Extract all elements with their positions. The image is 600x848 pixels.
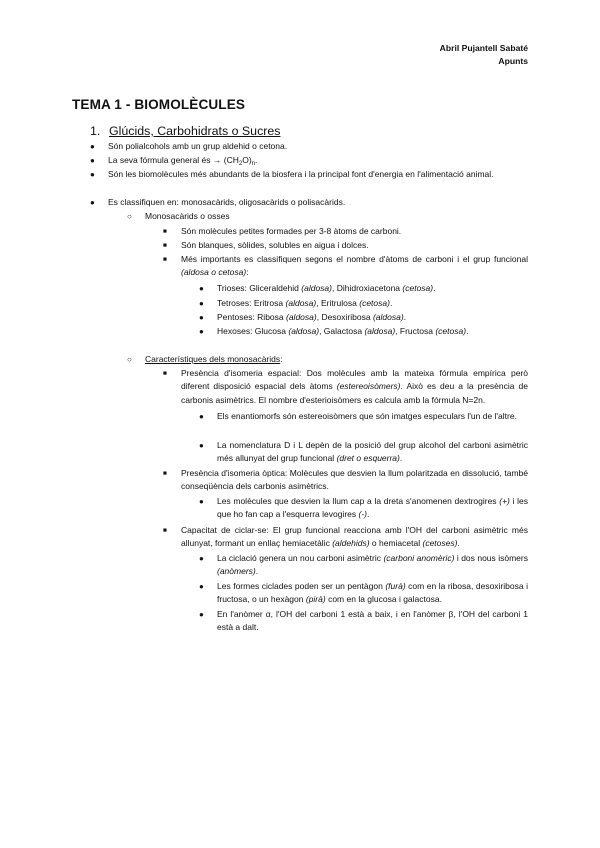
- bullet-icon: ●: [199, 284, 204, 293]
- list-item: Es classifiquen en: monosacàrids, oligosacàrids o polisacàrids.: [108, 197, 346, 207]
- list-item: Presència d'isomeria òptica: Molècules que desvien la llum polaritzada en dissolució, també conseqüència dels carbonis asimètrics.: [181, 468, 528, 492]
- section-title: Glúcids, Carbohidrats o Sucres: [109, 124, 281, 138]
- bullet-icon: ●: [199, 582, 204, 591]
- bullet-icon: ●: [199, 299, 204, 308]
- circle-bullet-icon: ○: [127, 212, 132, 221]
- bullet-icon: ●: [90, 198, 95, 207]
- bullet-icon: ●: [199, 610, 204, 619]
- square-bullet-icon: ■: [163, 527, 167, 534]
- subsection-heading: Monosacàrids o osses: [145, 211, 230, 221]
- page-title: TEMA 1 - BIOMOLÈCULES: [72, 97, 246, 112]
- author-name: Abril Pujantell Sabaté: [439, 43, 528, 53]
- list-item: Tetroses: Eritrosa (aldosa), Eritrulosa (cetosa).: [217, 298, 393, 308]
- list-item: Són molècules petites formades per 3-8 àtoms de carboni.: [181, 226, 402, 236]
- list-item: Són les biomolècules més abundants de la biosfera i la principal font d'energia en l'alimentació animal.: [108, 169, 494, 179]
- bullet-icon: ●: [199, 327, 204, 336]
- square-bullet-icon: ■: [163, 242, 167, 249]
- list-item: Pentoses: Ribosa (aldosa), Desoxiribosa (aldosa).: [217, 312, 407, 322]
- bullet-icon: ●: [199, 441, 204, 450]
- list-item: La nomenclatura D i L depèn de la posició del grup alcohol del carboni asimètric més allunyat del grup funcional (dret o esquerra).: [217, 440, 528, 464]
- list-item: Presència d'isomeria espacial: Dos molècules amb la mateixa fórmula empírica però diferent disposició espacial dels àtoms (estereoisòmers). Això es deu a la presència de carbonis asimètrics. El nombre d'esterioisòmers es calcula amb la fórmula N=2n.: [181, 368, 528, 405]
- list-item: Són blanques, sòlides, solubles en aigua i dolces.: [181, 240, 369, 250]
- list-item: La ciclació genera un nou carboni asimètric (carboni anomèric) i dos nous isòmers (anòmers).: [217, 553, 528, 577]
- list-item: Els enantiomorfs són estereoisòmers que són imatges especulars l'un de l'altre.: [217, 411, 517, 421]
- header-subtitle: Apunts: [498, 56, 528, 66]
- square-bullet-icon: ■: [163, 470, 167, 477]
- bullet-icon: ●: [199, 412, 204, 421]
- square-bullet-icon: ■: [163, 256, 167, 263]
- list-item: Són polialcohols amb un grup aldehid o cetona.: [108, 141, 288, 151]
- subsection-heading: Característiques dels monosacàrids:: [145, 354, 283, 364]
- page-header: [440, 42, 528, 68]
- bullet-icon: ●: [90, 156, 95, 165]
- bullet-icon: ●: [199, 554, 204, 563]
- list-item: Més importants es classifiquen segons el nombre d'àtoms de carboni i el grup funcional (aldosa o cetosa):: [181, 254, 528, 278]
- bullet-icon: ●: [90, 170, 95, 179]
- square-bullet-icon: ■: [163, 228, 167, 235]
- list-item: Trioses: Gliceraldehid (aldosa), Dihidroxiacetona (cetosa).: [217, 283, 436, 293]
- list-item: Les formes ciclades poden ser un pentàgon (furà) com en la ribosa, desoxiribosa i fructosa, o un hexàgon (pirà) com en la glucosa i galactosa.: [217, 581, 528, 605]
- bullet-icon: ●: [199, 497, 204, 506]
- list-item: Les molècules que desvien la llum cap a la dreta s'anomenen dextrogires (+) i les que ho fan cap a l'esquerra levogires (-).: [217, 496, 528, 520]
- square-bullet-icon: ■: [163, 370, 167, 377]
- circle-bullet-icon: ○: [127, 355, 132, 364]
- list-item: Capacitat de ciclar-se: El grup funcional reacciona amb l'OH del carboni asimètric més allunyat, formant un enllaç hemiacetàlic (aldehids) o hemiacetal (cetoses).: [181, 525, 528, 549]
- list-item: En l'anòmer α, l'OH del carboni 1 està a baix, i en l'anòmer β, l'OH del carboni 1 està a dalt.: [217, 609, 528, 633]
- bullet-icon: ●: [199, 313, 204, 322]
- bullet-icon: ●: [90, 142, 95, 151]
- section-heading: [90, 124, 280, 138]
- section-number: 1.: [90, 124, 101, 138]
- list-item: La seva fórmula general és → $(CH_2O)_n$.: [108, 155, 258, 167]
- list-item: Hexoses: Glucosa (aldosa), Galactosa (aldosa), Fructosa (cetosa).: [217, 326, 469, 336]
